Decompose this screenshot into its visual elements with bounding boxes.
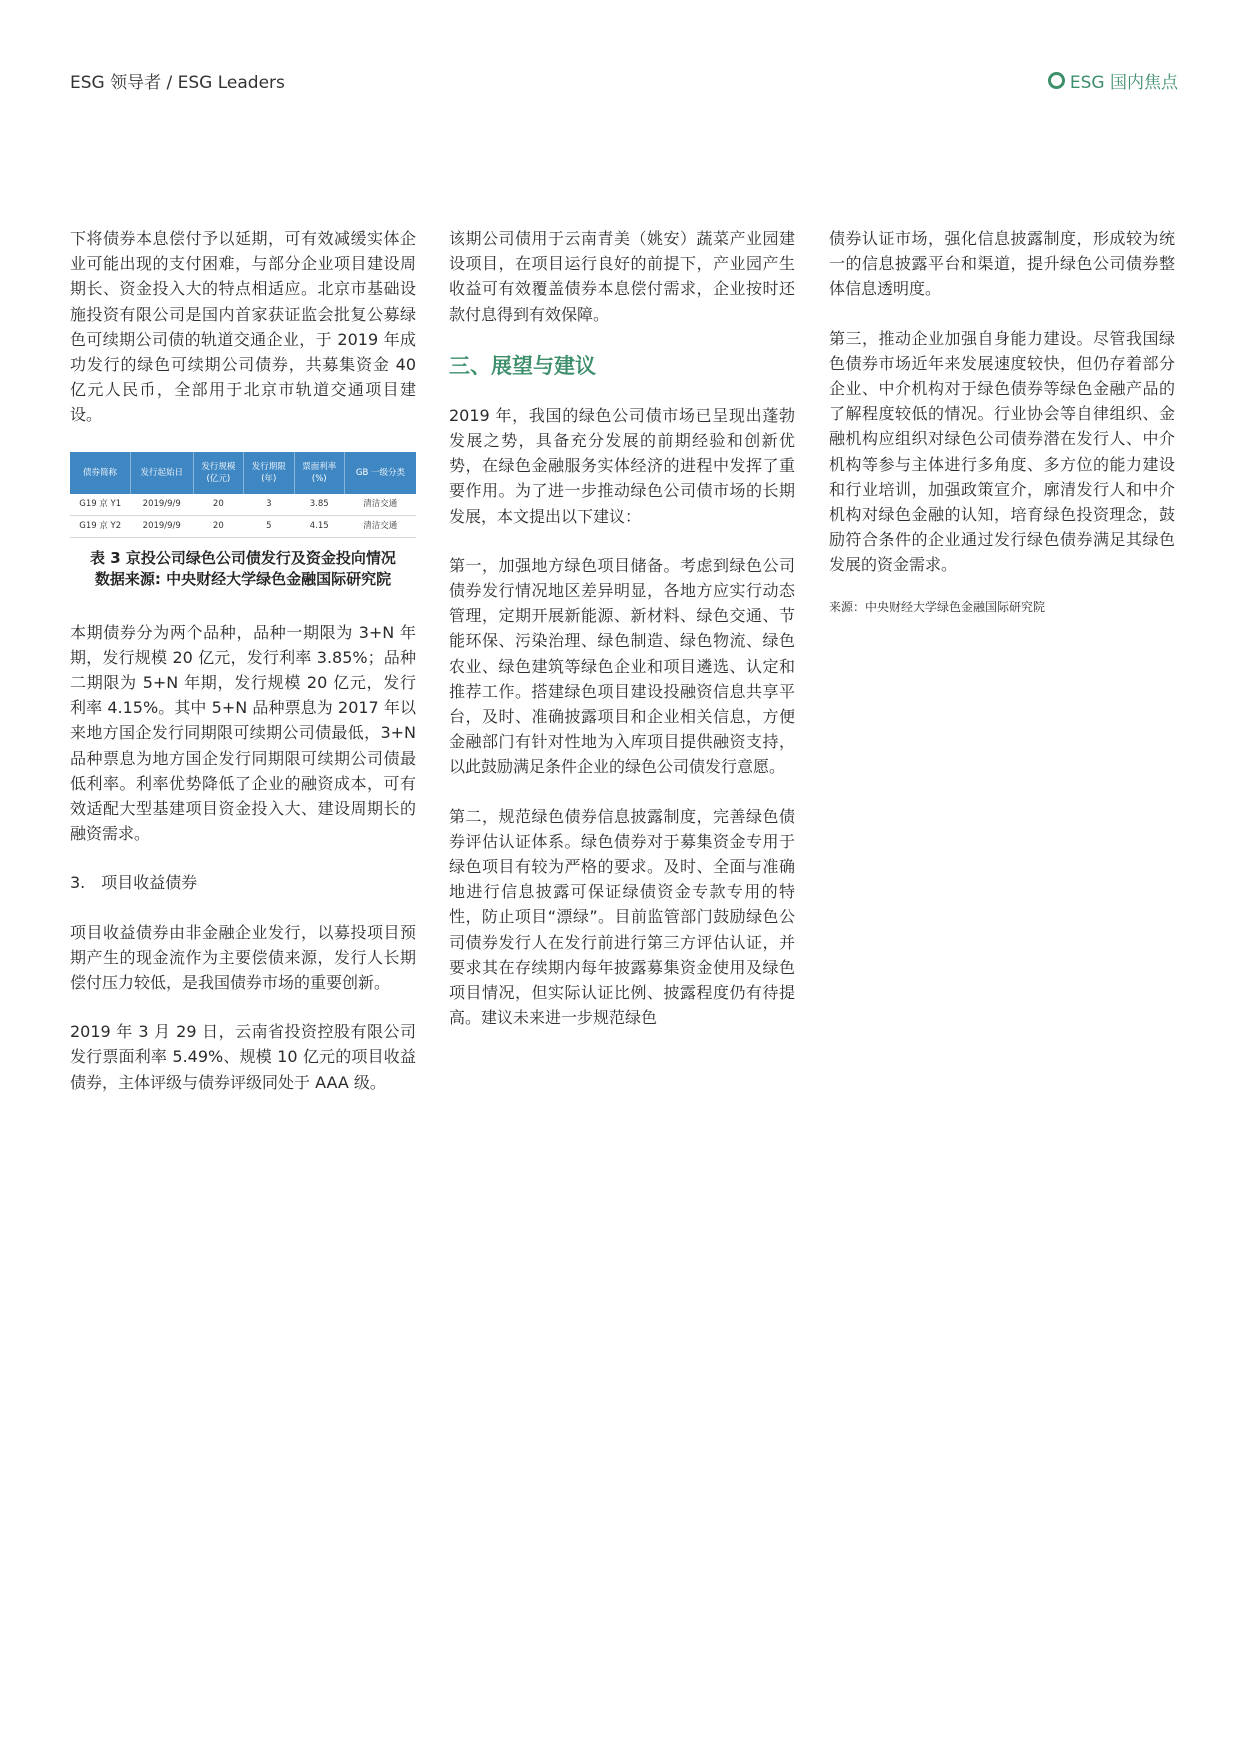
table-cell: 清洁交通 (344, 515, 416, 537)
table-cell: G19 京 Y1 (70, 494, 130, 516)
column-2 (449, 226, 795, 1054)
table-row (70, 494, 416, 516)
table-cell: 3 (244, 494, 294, 516)
table-header-cell: 发行起始日 (130, 452, 193, 494)
paragraph: 2019 年 3 月 29 日，云南省投资控股有限公司发行票面利率 5.49%、规模 10 亿元的项目收益债券，主体评级与债券评级同处于 AAA 级。 (70, 1022, 416, 1092)
bond-issuance-table (70, 452, 416, 538)
column-1 (70, 226, 416, 1119)
paragraph: 第二，规范绿色债券信息披露制度，完善绿色债券评估认证体系。绿色债券对于募集资金专用于绿色项目有较为严格的要求。及时、全面与准确地进行信息披露可保证绿债资金专款专用的特性，防止项目“漂绿”。目前监管部门鼓励绿色公司债券发行人在发行前进行第三方评估认证，并要求其在存续期内每年披露募集资金使用及绿色项目情况，但实际认证比例、披露程度仍有待提高。建议未来进一步规范绿色 (449, 806, 795, 1028)
paragraph: 第一，加强地方绿色项目储备。考虑到绿色公司债券发行情况地区差异明显，各地方应实行动态管理，定期开展新能源、新材料、绿色交通、节能环保、污染治理、绿色制造、绿色物流、绿色农业、绿色建筑等绿色企业和项目遴选、认定和推荐工作。搭建绿色项目建设投融资信息共享平台，及时、准确披露项目和企业相关信息，方便金融部门有针对性地为入库项目提供融资支持，以此鼓励满足条件企业的绿色公司债发行意愿。 (449, 555, 795, 777)
table-caption (70, 548, 416, 590)
table-cell: 20 (193, 494, 243, 516)
table-header-cell: 票面利率 (%) (294, 452, 344, 494)
table-header-cell: GB 一级分类 (344, 452, 416, 494)
table-header-cell: 发行规模 (亿元) (193, 452, 243, 494)
paragraph: 2019 年，我国的绿色公司债市场已呈现出蓬勃发展之势，具备充分发展的前期经验和创新优势，在绿色金融服务实体经济的进程中发挥了重要作用。为了进一步推动绿色公司债市场的长期发展，本文提出以下建议： (449, 405, 795, 526)
paragraph: 债券认证市场，强化信息披露制度，形成较为统一的信息披露平台和渠道，提升绿色公司债券整体信息透明度。 (829, 229, 1175, 299)
source-note: 来源：中央财经大学绿色金融国际研究院 (829, 599, 1046, 614)
paragraph: 下将债券本息偿付予以延期，可有效减缓实体企业可能出现的支付困难，与部分企业项目建设周期长、资金投入大的特点相适应。北京市基础设施投资有限公司是国内首家获证监会批复公募绿色可续期公司债的轨道交通企业，于 2019 年成功发行的绿色可续期公司债券，共募集资金 40 亿元人民币，全部用于北京市轨道交通项目建设。 (70, 229, 416, 425)
table-cell: 5 (244, 515, 294, 537)
table-cell: 20 (193, 515, 243, 537)
circle-icon (1048, 72, 1065, 89)
paragraph: 第三，推动企业加强自身能力建设。尽管我国绿色债券市场近年来发展速度较快，但仍存着部分企业、中介机构对于绿色债券等绿色金融产品的了解程度较低的情况。行业协会等自律组织、金融机构应组织对绿色公司债券潜在发行人、中介机构等参与主体进行多角度、多方位的能力建设和行业培训，加强政策宣介，廓清发行人和中介机构对绿色金融的认知，培育绿色投资理念，鼓励符合条件的企业通过发行绿色债券满足其绿色发展的资金需求。 (829, 328, 1175, 575)
table-caption-source: 数据来源: 中央财经大学绿色金融国际研究院 (94, 569, 392, 588)
table-cell: 清洁交通 (344, 494, 416, 516)
header-section-text: ESG 国内焦点 (1069, 73, 1178, 93)
table-header-row (70, 452, 416, 494)
table-cell: 4.15 (294, 515, 344, 537)
paragraph: 项目收益债券由非金融企业发行，以募投项目预期产生的现金流作为主要偿债来源，发行人长期偿付压力较低，是我国债券市场的重要创新。 (70, 922, 416, 993)
paragraph: 该期公司债用于云南青美（姚安）蔬菜产业园建设项目，在项目运行良好的前提下，产业园产生收益可有效覆盖债券本息偿付需求，企业按时还款付息得到有效保障。 (449, 229, 795, 324)
header-publication-title: ESG 领导者 / ESG Leaders (70, 73, 285, 93)
subsection-heading: 3. 项目收益债券 (70, 873, 198, 893)
table-cell: G19 京 Y2 (70, 515, 130, 537)
header-section-label (1048, 68, 1178, 93)
table-row (70, 515, 416, 537)
table-header-cell: 债券简称 (70, 452, 130, 494)
column-3 (829, 226, 1175, 640)
table-cell: 2019/9/9 (130, 515, 193, 537)
table-header-cell: 发行期限 (年) (244, 452, 294, 494)
table-cell: 3.85 (294, 494, 344, 516)
table-cell: 2019/9/9 (130, 494, 193, 516)
section-title: 三、展望与建议 (449, 353, 596, 378)
paragraph: 本期债券分为两个品种，品种一期限为 3+N 年期，发行规模 20 亿元，发行利率 3.85%；品种二期限为 5+N 年期，发行规模 20 亿元，发行利率 4.15%。其中 5+N 品种票息为 2017 年以来地方国企发行同期限可续期公司债最低，3+N 品种票息为地方国企发行同期限可续期公司债最低利率。利率优势降低了企业的融资成本，可有效适配大型基建项目资金投入大、建设周期长的融资需求。 (70, 622, 416, 844)
table-caption-title: 表 3 京投公司绿色公司债发行及资金投向情况 (90, 548, 396, 567)
